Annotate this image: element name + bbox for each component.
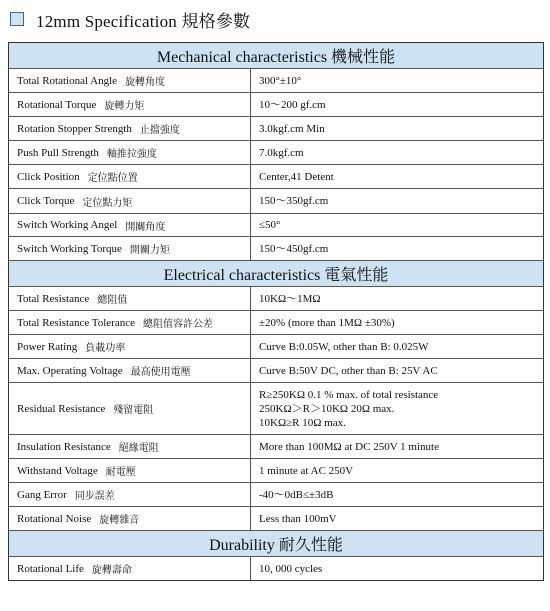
spec-label: Withstand Voltage bbox=[17, 464, 98, 477]
spec-row bbox=[9, 214, 543, 237]
spec-label: Rotational Life bbox=[17, 562, 84, 575]
spec-value: Center,41 Detent bbox=[259, 170, 334, 183]
spec-value-cell bbox=[251, 383, 543, 434]
spec-row bbox=[9, 287, 543, 311]
spec-row bbox=[9, 93, 543, 117]
spec-label: Click Position bbox=[17, 170, 80, 183]
spec-label-cell bbox=[9, 165, 251, 188]
section-header: Durability 耐久性能 bbox=[9, 531, 543, 557]
spec-value-cell bbox=[251, 311, 543, 334]
spec-row bbox=[9, 557, 543, 580]
spec-value: 10KΩ≥R 10Ω max. bbox=[259, 416, 346, 429]
spec-value-cell bbox=[251, 189, 543, 213]
spec-label-zh: 最高使用電壓 bbox=[130, 367, 191, 378]
spec-value: ±20% (more than 1MΩ ±30%) bbox=[259, 316, 395, 329]
spec-row bbox=[9, 507, 543, 531]
spec-value-cell bbox=[251, 435, 543, 458]
spec-label-cell bbox=[9, 435, 251, 458]
spec-value: 10, 000 cycles bbox=[259, 562, 323, 575]
spec-value: 150～450gf.cm bbox=[259, 242, 329, 255]
spec-value: Curve B:50V DC, other than B: 25V AC bbox=[259, 364, 438, 377]
spec-row bbox=[9, 237, 543, 261]
spec-value-cell bbox=[251, 117, 543, 140]
spec-value: 7.0kgf.cm bbox=[259, 146, 304, 159]
spec-label-cell bbox=[9, 459, 251, 482]
spec-label-cell bbox=[9, 214, 251, 236]
spec-label-zh: 旋轉力矩 bbox=[104, 101, 145, 112]
spec-value-cell bbox=[251, 165, 543, 188]
spec-label-zh: 殘留電阻 bbox=[113, 405, 154, 416]
spec-row bbox=[9, 435, 543, 459]
spec-label-zh: 總阻值 bbox=[97, 295, 128, 306]
spec-label: Rotational Torque bbox=[17, 98, 97, 111]
spec-label-zh: 總阻值容許公差 bbox=[143, 319, 213, 330]
spec-label-zh: 定位點位置 bbox=[87, 173, 138, 184]
spec-value-cell bbox=[251, 335, 543, 358]
spec-row bbox=[9, 69, 543, 93]
spec-row bbox=[9, 311, 543, 335]
spec-label: Total Rotational Angle bbox=[17, 74, 118, 87]
spec-value: 1 minute at AC 250V bbox=[259, 464, 354, 477]
spec-value-cell bbox=[251, 93, 543, 116]
spec-value: Less than 100mV bbox=[259, 512, 337, 525]
spec-value: 300°±10° bbox=[259, 74, 302, 87]
spec-value-cell bbox=[251, 69, 543, 92]
spec-value-cell bbox=[251, 214, 543, 236]
spec-row bbox=[9, 165, 543, 189]
spec-label-zh: 止擋強度 bbox=[139, 125, 180, 136]
spec-label-cell bbox=[9, 69, 251, 92]
spec-value-cell bbox=[251, 459, 543, 482]
spec-label-zh: 耐電壓 bbox=[105, 467, 136, 478]
spec-value-cell bbox=[251, 237, 543, 260]
spec-value: 3.0kgf.cm Min bbox=[259, 122, 325, 135]
spec-value: 250KΩ＞R＞10KΩ 20Ω max. bbox=[259, 402, 395, 415]
spec-row bbox=[9, 189, 543, 214]
spec-value: 10KΩ～1MΩ bbox=[259, 292, 321, 305]
spec-label-zh: 開關力矩 bbox=[129, 245, 170, 256]
spec-label-cell bbox=[9, 237, 251, 260]
spec-label: Total Resistance Tolerance bbox=[17, 316, 135, 329]
spec-label-cell bbox=[9, 359, 251, 382]
spec-label: Push Pull Strength bbox=[17, 146, 99, 159]
spec-label: Power Rating bbox=[17, 340, 78, 353]
spec-label-cell bbox=[9, 507, 251, 530]
spec-label: Gang Error bbox=[17, 488, 67, 501]
spec-label-zh: 旋轉壽命 bbox=[91, 565, 132, 576]
spec-value-cell bbox=[251, 483, 543, 506]
title-row bbox=[10, 8, 250, 30]
spec-label-cell bbox=[9, 117, 251, 140]
spec-label-cell bbox=[9, 189, 251, 213]
spec-row bbox=[9, 117, 543, 141]
square-bullet-icon bbox=[10, 12, 24, 26]
spec-label: Switch Working Angel bbox=[17, 219, 118, 231]
spec-label: Switch Working Torque bbox=[17, 242, 122, 255]
spec-value: R≥250KΩ 0.1 % max. of total resistance bbox=[259, 388, 439, 401]
spec-row bbox=[9, 459, 543, 483]
spec-label-zh: 絕緣電阻 bbox=[118, 443, 159, 454]
spec-row bbox=[9, 335, 543, 359]
spec-value: More than 100MΩ at DC 250V 1 minute bbox=[259, 440, 439, 453]
spec-value-cell bbox=[251, 287, 543, 310]
spec-label-zh: 軸推拉強度 bbox=[106, 149, 157, 160]
spec-label-zh: 同步誤差 bbox=[74, 491, 115, 502]
section-header: Electrical characteristics 電氣性能 bbox=[9, 261, 543, 287]
spec-value: ≤50° bbox=[259, 219, 281, 231]
spec-label: Rotation Stopper Strength bbox=[17, 122, 132, 135]
spec-value-cell bbox=[251, 557, 543, 580]
spec-row bbox=[9, 383, 543, 435]
spec-value: 150～350gf.cm bbox=[259, 195, 329, 207]
spec-label-cell bbox=[9, 335, 251, 358]
section-header: Mechanical characteristics 機械性能 bbox=[9, 43, 543, 69]
spec-label-zh: 開關角度 bbox=[125, 221, 166, 233]
spec-row bbox=[9, 359, 543, 383]
spec-label-cell bbox=[9, 557, 251, 580]
spec-label-zh: 負載功率 bbox=[85, 343, 126, 354]
spec-label-zh: 定位點力矩 bbox=[82, 197, 133, 209]
spec-value: 10～200 gf.cm bbox=[259, 98, 326, 111]
spec-label-cell bbox=[9, 141, 251, 164]
spec-table bbox=[8, 42, 544, 581]
page-title: 12mm Specification 規格參數 bbox=[36, 11, 251, 31]
spec-value: -40～0dB≤±3dB bbox=[259, 488, 334, 501]
spec-label: Rotational Noise bbox=[17, 512, 92, 525]
spec-label: Residual Resistance bbox=[17, 402, 106, 415]
spec-label: Max. Operating Voltage bbox=[17, 364, 123, 377]
spec-value: Curve B:0.05W, other than B: 0.025W bbox=[259, 340, 429, 353]
spec-label: Click Torque bbox=[17, 195, 75, 207]
spec-row bbox=[9, 483, 543, 507]
spec-value-cell bbox=[251, 141, 543, 164]
spec-value-cell bbox=[251, 507, 543, 530]
spec-label-cell bbox=[9, 93, 251, 116]
spec-label-zh: 旋轉角度 bbox=[125, 77, 166, 88]
spec-row bbox=[9, 141, 543, 165]
spec-value-cell bbox=[251, 359, 543, 382]
spec-label-cell bbox=[9, 483, 251, 506]
spec-label-zh: 旋轉雜音 bbox=[99, 515, 140, 526]
spec-label-cell bbox=[9, 287, 251, 310]
spec-label-cell bbox=[9, 383, 251, 434]
spec-label: Total Resistance bbox=[17, 292, 90, 305]
spec-label: Insulation Resistance bbox=[17, 440, 111, 453]
spec-label-cell bbox=[9, 311, 251, 334]
